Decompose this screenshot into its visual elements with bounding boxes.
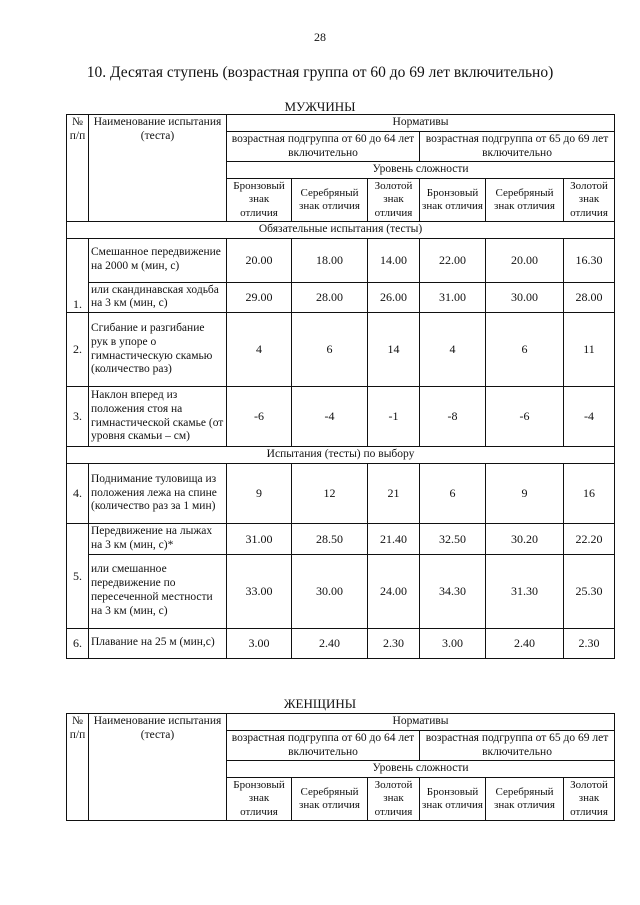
table-cell: 21	[368, 463, 420, 523]
table-cell: 3.00	[227, 628, 292, 658]
table-cell: 31.00	[420, 282, 486, 313]
table-row	[67, 463, 615, 523]
table-row	[67, 523, 615, 554]
section-optional: Испытания (тесты) по выбору	[67, 447, 615, 464]
header-difficulty-level: Уровень сложности	[227, 162, 615, 179]
page-number: 28	[314, 30, 326, 44]
header-normatives: Нормативы	[227, 115, 615, 132]
table-cell: 24.00	[368, 554, 420, 628]
table-row	[67, 238, 615, 282]
header-bronze: Бронзовый знак отличия	[227, 778, 292, 821]
row-number: 2.	[67, 313, 89, 387]
table-cell: 6	[486, 313, 564, 387]
test-name: Передвижение на лыжах на 3 км (мин, с)*	[89, 523, 227, 554]
header-num: № п/п	[67, 714, 89, 821]
table-cell: 14	[368, 313, 420, 387]
header-gold: Золотой знак отличия	[564, 778, 615, 821]
header-gold: Золотой знак отличия	[368, 778, 420, 821]
header-test-name: Наименование испытания (теста)	[89, 115, 227, 222]
table-cell: 29.00	[227, 282, 292, 313]
page-title: 10. Десятая ступень (возрастная группа от 60 до 69 лет включительно)	[86, 64, 554, 81]
header-normatives: Нормативы	[227, 714, 615, 731]
table-cell: 22.20	[564, 523, 615, 554]
table-cell: 2.40	[486, 628, 564, 658]
women-heading: ЖЕНЩИНЫ	[283, 696, 357, 711]
table-row	[67, 313, 615, 387]
table-cell: 28.50	[292, 523, 368, 554]
table-cell: -6	[486, 387, 564, 447]
table-cell: 4	[420, 313, 486, 387]
test-name: или скандинавская ходьба на 3 км (мин, с)	[89, 282, 227, 313]
table-cell: 30.00	[486, 282, 564, 313]
header-bronze: Бронзовый знак отличия	[420, 179, 486, 222]
table-cell: 31.30	[486, 554, 564, 628]
table-cell: 30.00	[292, 554, 368, 628]
test-name: Сгибание и разгибание рук в упоре о гимнастическую скамью (количество раз)	[89, 313, 227, 387]
table-cell: 22.00	[420, 238, 486, 282]
table-cell: 20.00	[486, 238, 564, 282]
table-cell: 28.00	[292, 282, 368, 313]
table-cell: 16.30	[564, 238, 615, 282]
table-cell: 33.00	[227, 554, 292, 628]
test-name: Наклон вперед из положения стоя на гимнастической скамье (от уровня скамьи – см)	[89, 387, 227, 447]
table-cell: 6	[420, 463, 486, 523]
table-cell: 20.00	[227, 238, 292, 282]
table-cell: 6	[292, 313, 368, 387]
header-silver: Серебряный знак отличия	[292, 778, 368, 821]
header-row	[67, 115, 615, 132]
section-row	[67, 447, 615, 464]
table-cell: 12	[292, 463, 368, 523]
table-cell: 31.00	[227, 523, 292, 554]
table-cell: 2.30	[564, 628, 615, 658]
table-cell: 2.30	[368, 628, 420, 658]
table-cell: 2.40	[292, 628, 368, 658]
table-row	[67, 554, 615, 628]
header-silver: Серебряный знак отличия	[486, 179, 564, 222]
table-cell: 11	[564, 313, 615, 387]
header-gold: Золотой знак отличия	[564, 179, 615, 222]
men-standards-table	[66, 114, 615, 659]
row-number: 1.	[67, 238, 89, 313]
table-cell: 18.00	[292, 238, 368, 282]
table-cell: 14.00	[368, 238, 420, 282]
header-age-group-65-69: возрастная подгруппа от 65 до 69 лет включительно	[420, 131, 615, 162]
table-cell: 34.30	[420, 554, 486, 628]
section-row	[67, 221, 615, 238]
test-name: или смешанное передвижение по пересеченной местности на 3 км (мин, с)	[89, 554, 227, 628]
table-cell: 28.00	[564, 282, 615, 313]
header-age-group-60-64: возрастная подгруппа от 60 до 64 лет включительно	[227, 131, 420, 162]
table-cell: -4	[564, 387, 615, 447]
header-silver: Серебряный знак отличия	[292, 179, 368, 222]
table-cell: 26.00	[368, 282, 420, 313]
header-num: № п/п	[67, 115, 89, 222]
row-number: 5.	[67, 523, 89, 628]
row-number: 6.	[67, 628, 89, 658]
table-cell: -1	[368, 387, 420, 447]
table-row	[67, 282, 615, 313]
header-silver: Серебряный знак отличия	[486, 778, 564, 821]
table-row	[67, 387, 615, 447]
section-mandatory: Обязательные испытания (тесты)	[67, 221, 615, 238]
test-name: Смешанное передвижение на 2000 м (мин, с)	[89, 238, 227, 282]
table-cell: -4	[292, 387, 368, 447]
header-difficulty-level: Уровень сложности	[227, 761, 615, 778]
table-cell: 25.30	[564, 554, 615, 628]
table-cell: 3.00	[420, 628, 486, 658]
table-cell: 9	[486, 463, 564, 523]
table-cell: -6	[227, 387, 292, 447]
test-name: Поднимание туловища из положения лежа на спине (количество раз за 1 мин)	[89, 463, 227, 523]
header-bronze: Бронзовый знак отличия	[420, 778, 486, 821]
header-bronze: Бронзовый знак отличия	[227, 179, 292, 222]
table-cell: 16	[564, 463, 615, 523]
test-name: Плавание на 25 м (мин,с)	[89, 628, 227, 658]
header-age-group-60-64: возрастная подгруппа от 60 до 64 лет включительно	[227, 730, 420, 761]
table-cell: 21.40	[368, 523, 420, 554]
table-cell: 4	[227, 313, 292, 387]
header-test-name: Наименование испытания (теста)	[89, 714, 227, 821]
row-number: 3.	[67, 387, 89, 447]
table-cell: 32.50	[420, 523, 486, 554]
men-heading: МУЖЧИНЫ	[284, 99, 356, 114]
table-cell: -8	[420, 387, 486, 447]
table-cell: 9	[227, 463, 292, 523]
header-row	[67, 714, 615, 731]
table-cell: 30.20	[486, 523, 564, 554]
table-row	[67, 628, 615, 658]
header-age-group-65-69: возрастная подгруппа от 65 до 69 лет включительно	[420, 730, 615, 761]
women-standards-table	[66, 713, 615, 821]
header-gold: Золотой знак отличия	[368, 179, 420, 222]
row-number: 4.	[67, 463, 89, 523]
